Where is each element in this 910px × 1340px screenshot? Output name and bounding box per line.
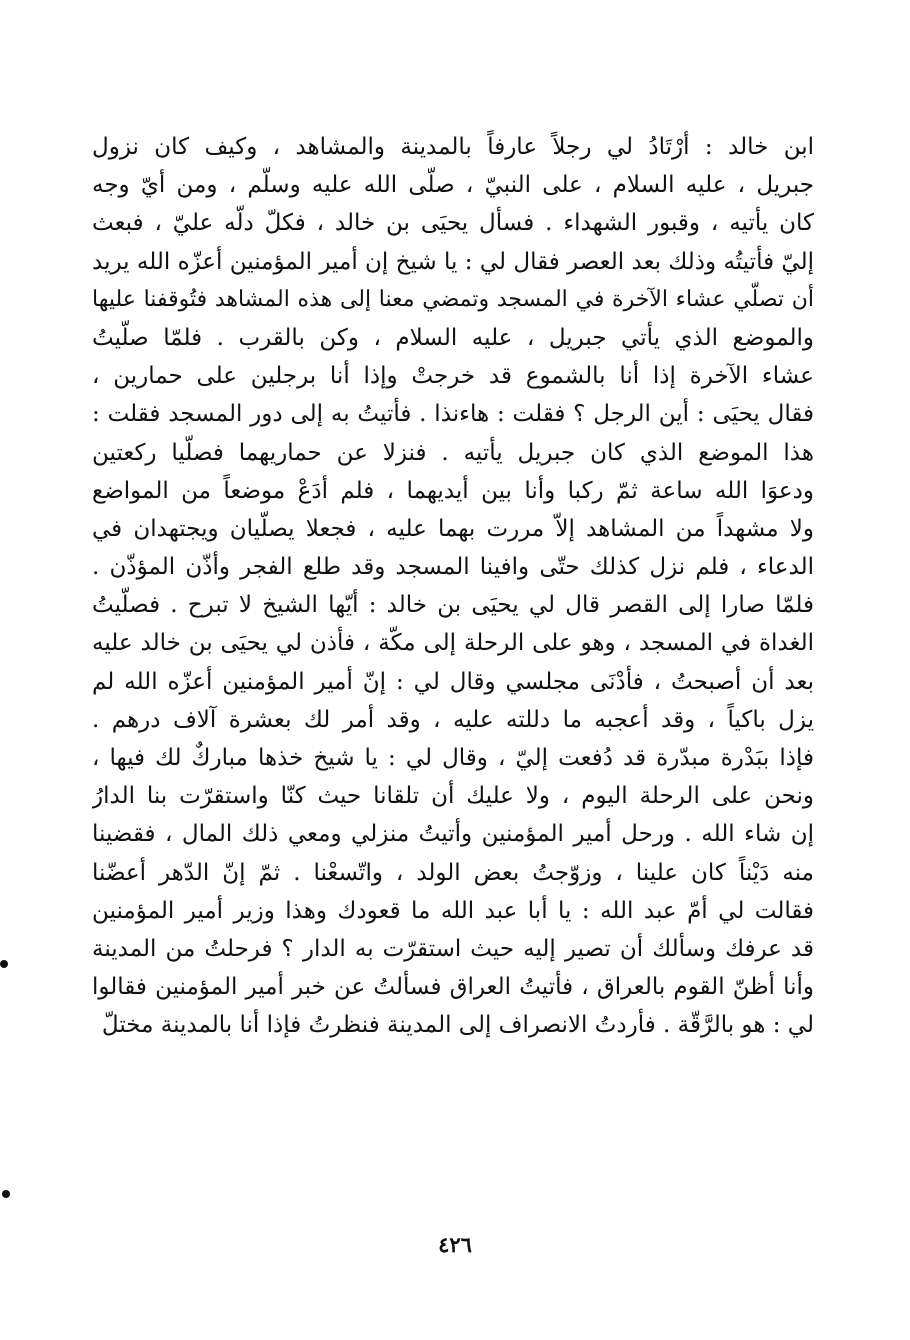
text-line: وأنا أظنّ القوم بالعراق ، فأتيتُ العراق فسألتُ عن خبر أمير المؤمنين فقالوا xyxy=(92,974,814,1001)
text-line: فقالت لي أمّ عبد الله : يا أبا عبد الله ما قعودك وهذا وزير أمير المؤمنين xyxy=(92,897,814,924)
text-line: يزل باكياً ، وقد أعجبه ما دللته عليه ، وقد أمر لك بعشرة آلاف درهم . xyxy=(92,706,814,733)
text-line: فلمّا صارا إلى القصر قال لي يحيَى بن خالد : أيّها الشيخ لا تبرح . فصلّيتُ xyxy=(92,592,814,619)
text-line: بعد أن أصبحتُ ، فأدْنَى مجلسي وقال لي : إنّ أمير المؤمنين أعزّه الله لم xyxy=(92,668,814,695)
page-number: ٤٢٦ xyxy=(438,1232,472,1257)
text-line: هذا الموضع الذي كان جبريل يأتيه . فنزلا عن حماريهما فصلّيا ركعتين xyxy=(92,439,814,466)
text-line: الغداة في المسجد ، وهو على الرحلة إلى مكّة ، فأذن لي يحيَى بن خالد عليه xyxy=(92,630,814,657)
text-line: منه دَيْناً كان علينا ، وزوّجتُ بعض الولد ، واتّسعْنا . ثمّ إنّ الدّهر أعضّنا xyxy=(92,859,814,886)
text-line: إن شاء الله . ورحل أمير المؤمنين وأتيتُ منزلي ومعي ذلك المال ، فقضينا xyxy=(92,821,814,848)
text-line: والموضع الذي يأتي جبريل ، عليه السلام ، وكن بالقرب . فلمّا صلّيتُ xyxy=(92,324,814,351)
text-line: قد عرفك وسألك أن تصير إليه حيث استقرّت به الدار ؟ فرحلتُ من المدينة xyxy=(92,935,814,962)
text-line: لي : هو بالرَّقّة . فأردتُ الانصراف إلى المدينة فنظرتُ فإذا أنا بالمدينة مختلّ xyxy=(101,1012,814,1039)
text-line: إليّ فأتيتُه وذلك بعد العصر فقال لي : يا شيخ إن أمير المؤمنين أعزّه الله يريد xyxy=(92,248,814,275)
margin-mark xyxy=(0,960,8,968)
text-line: ودعوَا الله ساعة ثمّ ركبا وأنا بين أيديهما ، فلم أدَعْ موضعاً من المواضع xyxy=(92,477,814,504)
body-text xyxy=(92,128,814,1045)
margin-mark xyxy=(2,1190,10,1198)
text-line: ابن خالد : أرْتَادُ لي رجلاً عارفاً بالمدينة والمشاهد ، وكيف كان نزول xyxy=(92,134,814,160)
text-line: ولا مشهداً من المشاهد إلاّ مررت بهما عليه ، فجعلا يصلّيان ويجتهدان في xyxy=(92,515,814,542)
text-line: فإذا ببَدْرة مبدّرة قد دُفعت إليّ ، وقال لي : يا شيخ خذها مباركٌ لك فيها ، xyxy=(92,745,814,771)
text-line: ونحن على الرحلة اليوم ، ولا عليك أن تلقانا حيث كنّا واستقرّت بنا الدارُ xyxy=(92,783,814,810)
text-line: فقال يحيَى : أين الرجل ؟ فقلت : هاءنذا . فأتيتُ به إلى دور المسجد فقلت : xyxy=(92,401,814,428)
text-line: أن تصلّي عشاء الآخرة في المسجد وتمضي معنا إلى هذه المشاهد فتُوقفنا عليها xyxy=(92,286,814,312)
text-line: جبريل ، عليه السلام ، على النبيّ ، صلّى الله عليه وسلّم ، ومن أيّ وجه xyxy=(92,172,814,199)
text-line: كان يأتيه ، وقبور الشهداء . فسأل يحيَى بن خالد ، فكلّ دلّه عليّ ، فبعث xyxy=(92,210,814,237)
text-line: عشاء الآخرة إذا أنا بالشموع قد خرجتْ وإذا أنا برجلين على حمارين ، xyxy=(92,363,814,390)
text-line: الدعاء ، فلم نزل كذلك حتّى وافينا المسجد وقد طلع الفجر وأذّن المؤذّن . xyxy=(92,554,814,581)
